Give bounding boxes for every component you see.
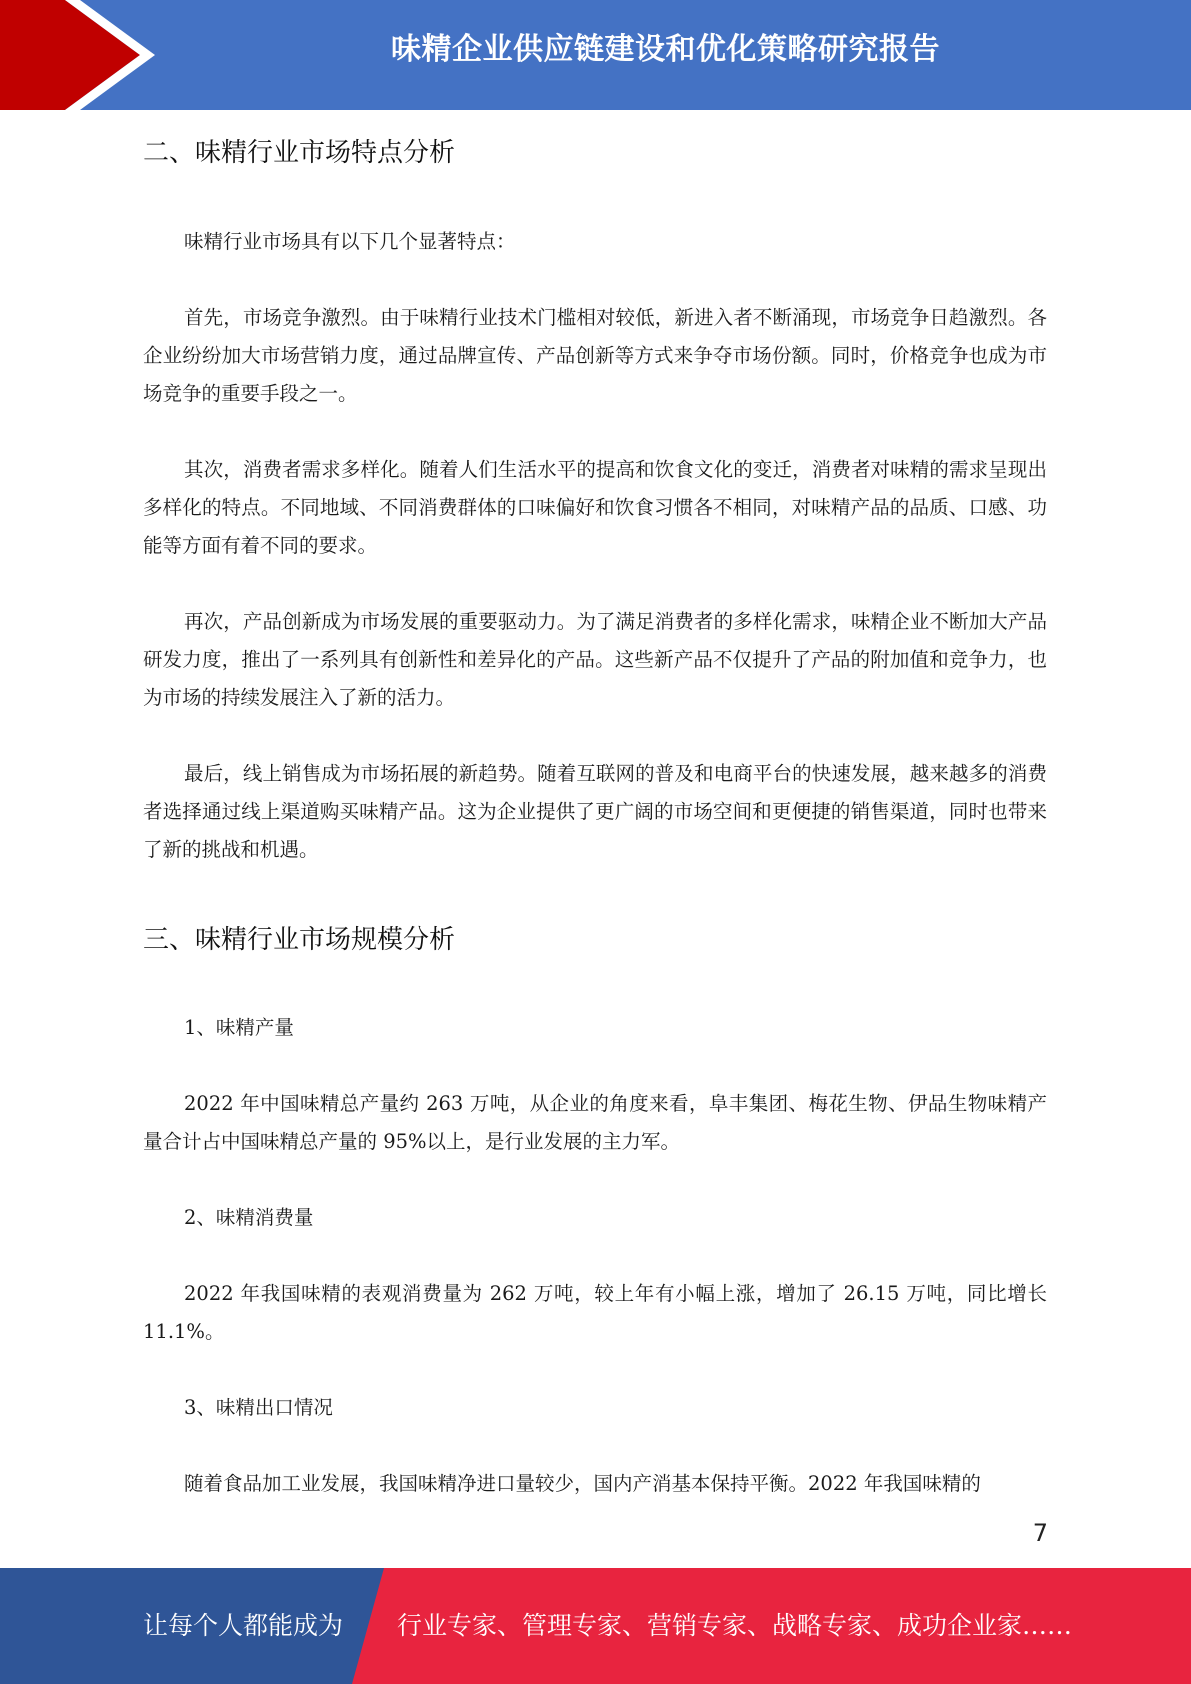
subheading-production: 1、味精产量 [184, 1016, 294, 1039]
paragraph-product-innovation: 再次，产品创新成为市场发展的重要驱动力。为了满足消费者的多样化需求，味精企业不断加大产品研发力度，推出了一系列具有创新性和差异化的产品。这些新产品不仅提升了产品的附加值和竞争力，也为市场的持续发展注入了新的活力。 [143, 610, 1047, 709]
section-heading-market-size: 三、味精行业市场规模分析 [143, 925, 456, 955]
page-header [0, 0, 1191, 110]
paragraph-consumer-demand: 其次，消费者需求多样化。随着人们生活水平的提高和饮食文化的变迁，消费者对味精的需求呈现出多样化的特点。不同地域、不同消费群体的口味偏好和饮食习惯各不相同，对味精产品的品质、口感、功能等方面有着不同的要求。 [143, 458, 1047, 557]
paragraph-production: 2022 年中国味精总产量约 263 万吨，从企业的角度来看，阜丰集团、梅花生物、伊品生物味精产量合计占中国味精总产量的 95%以上，是行业发展的主力军。 [143, 1092, 1047, 1153]
footer-slogan-left: 让每个人都能成为 [143, 1611, 344, 1640]
paragraph-export: 随着食品加工业发展，我国味精净进口量较少，国内产消基本保持平衡。2022 年我国味精的 [184, 1472, 981, 1495]
header-arrow-decoration [0, 0, 160, 110]
page-number: 7 [1032, 1519, 1048, 1547]
subheading-export: 3、味精出口情况 [184, 1396, 333, 1419]
page-footer [0, 1568, 1191, 1684]
paragraph-consumption: 2022 年我国味精的表观消费量为 262 万吨，较上年有小幅上涨，增加了 26.15 万吨，同比增长 11.1%。 [143, 1282, 1047, 1343]
report-title: 味精企业供应链建设和优化策略研究报告 [391, 32, 940, 67]
section2-intro: 味精行业市场具有以下几个显著特点： [184, 230, 516, 253]
paragraph-online-sales: 最后，线上销售成为市场拓展的新趋势。随着互联网的普及和电商平台的快速发展，越来越多的消费者选择通过线上渠道购买味精产品。这为企业提供了更广阔的市场空间和更便捷的销售渠道，同时也带来了新的挑战和机遇。 [143, 762, 1047, 861]
subheading-consumption: 2、味精消费量 [184, 1206, 314, 1229]
paragraph-competition: 首先，市场竞争激烈。由于味精行业技术门槛相对较低，新进入者不断涌现，市场竞争日趋激烈。各企业纷纷加大市场营销力度，通过品牌宣传、产品创新等方式来争夺市场份额。同时，价格竞争也成为市场竞争的重要手段之一。 [143, 306, 1047, 405]
footer-slogan-right: 行业专家、管理专家、营销专家、战略专家、成功企业家…… [397, 1611, 1073, 1640]
section-heading-market-features: 二、味精行业市场特点分析 [143, 138, 456, 168]
